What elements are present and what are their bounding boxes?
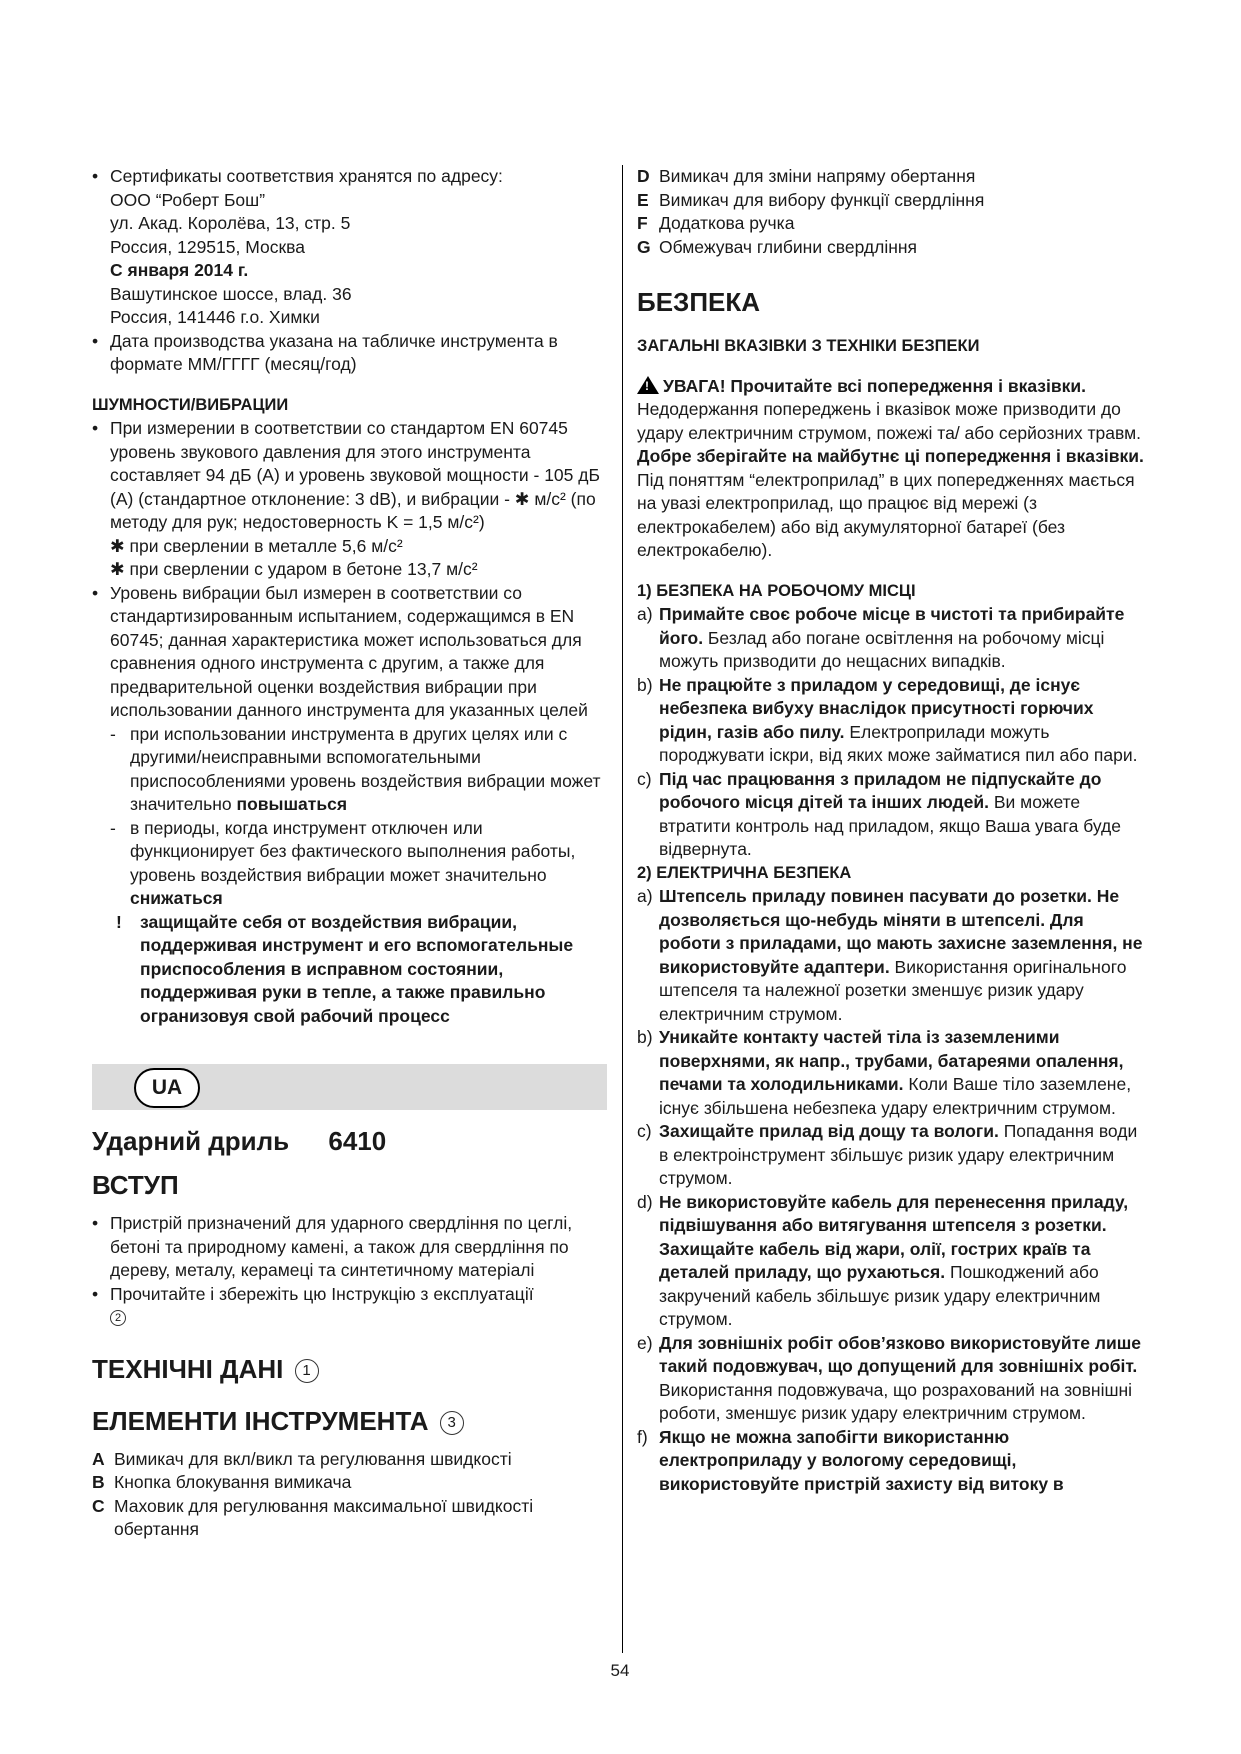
element-item: G Обмежувач глибини свердління <box>637 236 918 257</box>
vibration-bullet: • Уровень вибрации был измерен в соответствии со стандартизированным испытанием, содержащимся в EN 60745; данная характеристика может использоваться для сравнения одного инструмента с другим, а также для предварительной оценки воздействия вибрации при использовании данного инструмента для указанных целей <box>92 582 607 723</box>
vibration-warning: ! защищайте себя от воздействия вибрации, поддерживая инструмент и его вспомогательные приспособления в исправном состоянии, поддерживая руки в тепле, а также правильно огранизовуя свой рабочий процесс <box>116 911 574 1026</box>
certificate-line: Россия, 141446 г.о. Химки <box>110 307 320 327</box>
figure-ref-1: 1 <box>295 1359 319 1383</box>
electrical-safety-heading: 2) ЕЛЕКТРИЧНА БЕЗПЕКА <box>637 863 852 882</box>
element-item: F Додаткова ручка <box>637 213 795 233</box>
element-item: C Маховик для регулювання максимальної швидкості обертання <box>92 1495 534 1539</box>
certificate-line: Вашутинское шоссе, влад. 36 <box>110 283 352 304</box>
vibration-dash-1-text: при использовании инструмента в других целях или с другими/неисправными вспомогательными приспособлениями уровень воздействия вибрации может значительно <box>130 723 601 814</box>
product-title: Ударний дриль <box>92 1126 290 1156</box>
certificate-date: С января 2014 г. <box>110 260 249 280</box>
vibration-dash-1: - при использовании инструмента в других целях или с другими/неисправными вспомогательными приспособлениями уровень воздействия вибрации может значительно повышаться <box>110 723 601 814</box>
language-band <box>92 1064 607 1110</box>
vibration-dash-1-bold: повышаться <box>236 794 348 814</box>
tech-heading: ТЕХНІЧНІ ДАНІ <box>92 1353 284 1384</box>
electrical-item: c) Захищайте прилад від дощу та вологи. Попадання води в електроінструмент збільшує ризик удару електричним струмом. <box>637 1121 1138 1188</box>
warning-definition: Під поняттям “електроприлад” в цих попередженнях мається на увазі електроприлад, що працює від мережі (з електрокабелем) або від акумуляторної батареї (без електрокабелю). <box>637 469 1135 560</box>
figure-ref-3: 3 <box>440 1411 464 1435</box>
vibration-warning-text: защищайте себя от воздействия вибрации, поддерживая инструмент и его вспомогательные приспособления в исправном состоянии, поддерживая руки в тепле, а также правильно огранизовуя свой рабочий процесс <box>140 911 574 1026</box>
certificate-bullet <box>92 165 607 330</box>
element-item: D Вимикач для зміни напряму обертання <box>637 166 976 186</box>
general-safety-heading: ЗАГАЛЬНІ ВКАЗІВКИ З ТЕХНІКИ БЕЗПЕКИ <box>637 337 980 355</box>
warning-text: Недодержання попереджень і вказівок може призводити до удару електричним струмом, пожежі та/ або серйозних травм. <box>637 399 1141 443</box>
safety-heading: БЕЗПЕКА <box>637 287 760 317</box>
column-divider <box>622 165 623 1653</box>
tech-heading-row <box>92 1352 607 1386</box>
electrical-item: b) Уникайте контакту частей тіла із заземленими поверхнями, як напр., трубами, батареями опалення, печами та холодильниками. Коли Ваше тіло заземлене, існує збільшена небезпека удару електричним струмом. <box>637 1027 1132 1118</box>
elements-heading: ЕЛЕМЕНТИ ІНСТРУМЕНТА <box>92 1405 429 1436</box>
left-column <box>92 165 607 1542</box>
noise-bullet: • При измерении в соответствии со стандартом EN 60745 уровень звукового давления для этого инструмента составляет 94 дБ (А) и уровень звуковой мощности - 105 дБ (А) (стандартное отклонение: 3 dB), и вибрации - ✱ м/с² (по методу для рук; недостоверность K = 1,5 м/с²) <box>92 417 607 535</box>
certificate-line: Россия, 129515, Москва <box>110 236 305 257</box>
noise-heading: ШУМНОСТИ/ВИБРАЦИИ <box>92 395 289 414</box>
right-column <box>637 165 1147 1496</box>
intro-heading: ВСТУП <box>92 1170 179 1200</box>
warning-keep: Добре зберігайте на майбутнє ці попередження і вказівки. <box>637 446 1144 466</box>
workplace-item: b) Не працюйте з приладом у середовищі, де існує небезпека вибуху внаслідок присутності горючих рідин, газів або пилу. Електроприлади можуть породжувати іскри, від яких може займатися пил або пари. <box>637 674 1138 765</box>
intro-bullet-2-text: Прочитайте і збережіть цю Інструкцію з експлуатації <box>110 1283 534 1304</box>
figure-ref-2: 2 <box>110 1310 126 1326</box>
workplace-safety-heading: 1) БЕЗПЕКА НА РОБОЧОМУ МІСЦІ <box>637 581 916 600</box>
noise-concrete: ✱ при сверлении с ударом в бетоне 13,7 м/с² <box>110 559 478 579</box>
electrical-item: f) Якщо не можна запобігти використанню електроприладу у вологому середовищі, використовуйте пристрій захисту від витоку в <box>637 1426 1064 1494</box>
vibration-dash-2: - в периоды, когда инструмент отключен или функционирует без фактического выполнения работы, уровень воздействия вибрации может значительно снижаться <box>110 817 576 908</box>
workplace-item: c) Під час працювання з приладом не підпускайте до робочого місця дітей та інших людей. Ви можете втратити контроль над приладом, якщо Ваша увага буде відвернута. <box>637 768 1121 859</box>
warning-title: УВАГА! Прочитайте всі попередження і вказівки. <box>663 375 1086 396</box>
element-item: B Кнопка блокування вимикача <box>92 1472 352 1492</box>
certificate-line: ООО “Роберт Бош” <box>110 189 266 210</box>
language-badge: UA <box>134 1068 200 1108</box>
electrical-item: e) Для зовнішніх робіт обов’язково використовуйте лише такий подовжувач, що допущений для зовнішніх робіт. Використання подовжувача, що розрахований на зовнішні роботи, зменшує ризик удару електричним струмом. <box>637 1332 1142 1423</box>
page-number: 54 <box>610 1661 630 1680</box>
vibration-dash-2-text: в периоды, когда инструмент отключен или функционирует без фактического выполнения работы, уровень воздействия вибрации может значительно <box>130 817 576 885</box>
certificate-intro: • Сертификаты соответствия хранятся по адресу: <box>110 166 503 186</box>
warning-icon: ! <box>637 376 659 394</box>
element-item: A Вимикач для вкл/викл та регулювання швидкості <box>92 1448 512 1469</box>
workplace-item: a) Примайте своє робоче місце в чистоті та прибирайте його. Безлад або погане освітлення на робочому місці можуть призводити до нещасних випадків. <box>637 604 1125 671</box>
elements-heading-row <box>92 1404 607 1438</box>
intro-bullet-1: • Пристрій призначений для ударного свердління по цеглі, бетоні та природному камені, а також для свердління по дереву, металу, керамеці та синтетичному матеріалі <box>92 1212 607 1283</box>
product-title-row <box>92 1124 607 1158</box>
intro-bullet-2 <box>92 1283 607 1330</box>
certificate-line: ул. Акад. Королёва, 13, стр. 5 <box>110 213 351 233</box>
product-model: 6410 <box>328 1126 387 1156</box>
electrical-item: d) Не використовуйте кабель для перенесення приладу, підвішування або витягування штепселя з розетки. Захищайте кабель від жари, олії, гострих країв та деталей приладу, що рухаються. Пошкоджений або закручений кабель збільшує ризик удару електричним струмом. <box>637 1191 1129 1329</box>
general-warning <box>637 375 1147 563</box>
production-date-bullet: • Дата производства указана на табличке инструмента в формате ММ/ГГГГ (месяц/год) <box>92 330 607 377</box>
noise-metal: ✱ при сверлении в металле 5,6 м/с² <box>110 535 403 556</box>
vibration-dash-2-bold: снижаться <box>130 888 223 908</box>
electrical-item: a) Штепсель приладу повинен пасувати до розетки. Не дозволяється що-небудь міняти в штепселі. Для роботи з приладами, що мають захисне заземлення, не використовуйте адаптери. Використання оригінального штепселя та належної розетки зменшує ризик удару електричним струмом. <box>637 886 1143 1024</box>
element-item: E Вимикач для вибору функції свердління <box>637 189 985 210</box>
